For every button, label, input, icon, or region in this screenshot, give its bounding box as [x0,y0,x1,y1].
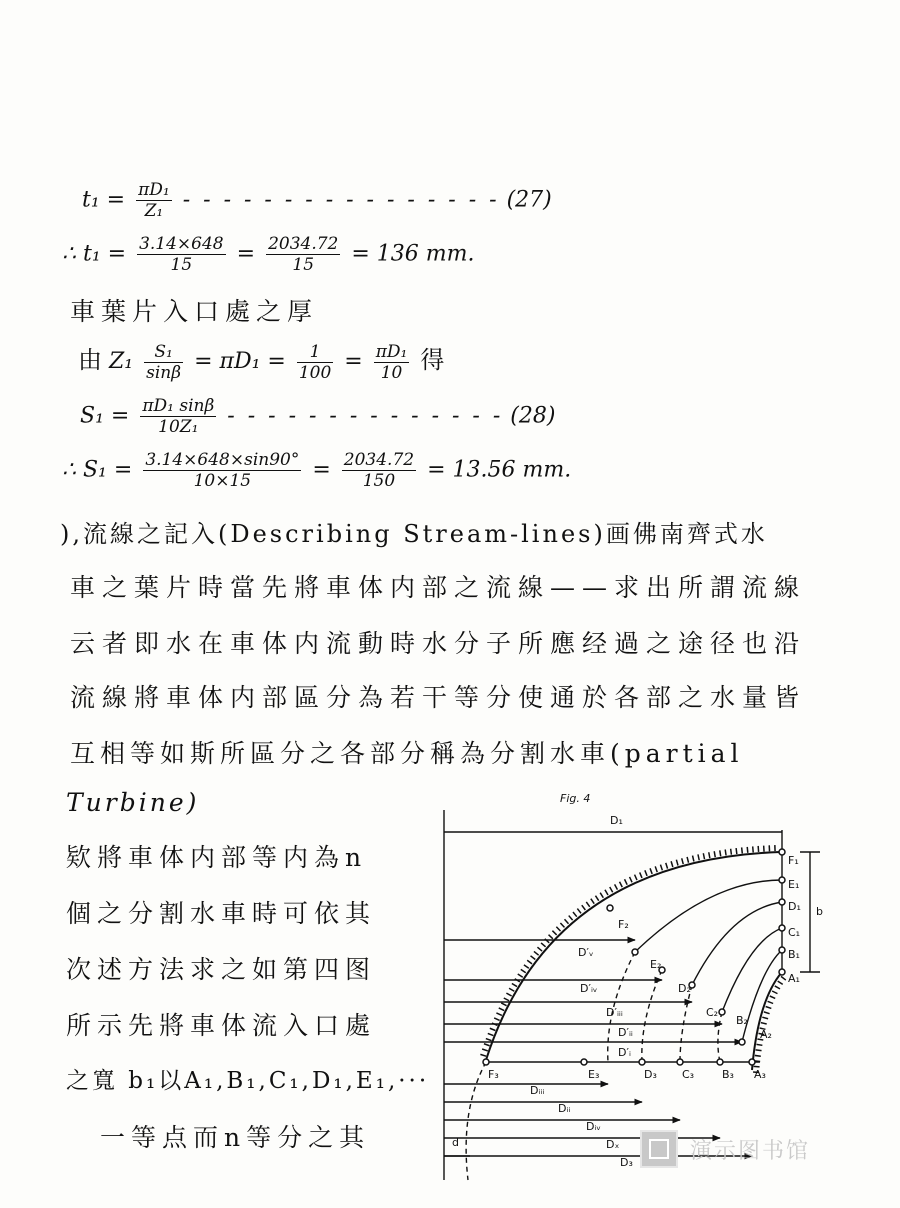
eq-from-num3: πD₁ [375,341,408,362]
eq-from-expr1: Z₁ [109,349,134,374]
label-B2: B₂ [736,1014,748,1027]
label-DIII: Dᵢᵢᵢ [530,1084,545,1097]
streamline-c [722,928,782,1012]
label-F1: F₁ [788,854,799,867]
left-col-line: 個之分割水車時可依其 [66,899,377,928]
para-line: 互相等如斯所區分之各部分稱為分割水車(partial [70,739,744,768]
eq28-fraction [140,396,216,437]
eq-from-num2: 1 [297,342,333,363]
eq-from-prefix: 由 [78,346,102,374]
eq27-numerator: πD₁ [138,180,170,200]
label-D1p: D₁ [788,900,801,913]
label-B1: B₁ [788,948,800,961]
label-B3: B₃ [722,1068,734,1081]
para-line: 云者即水在車体内流動時水分子所應经過之途径也沿 [70,629,807,658]
equation-from [78,340,444,383]
eq-from-mid: = πD₁ = [194,349,286,374]
label-D3b: D₃ [620,1156,633,1169]
fig-caption: Fig. 4 [560,792,591,805]
label-Diii: D′ᵢᵢᵢ [606,1006,623,1019]
label-A2: A₂ [760,1028,772,1041]
label-DIV: Dᵢᵥ [586,1120,602,1133]
label-C3: C₃ [682,1068,695,1081]
calc-s-frac1 [143,450,301,491]
calc-s-lhs: ∴ S₁ = [62,457,133,483]
eq27-lhs: t₁ = [82,187,126,213]
eq28-denominator: 10Z₁ [158,417,199,437]
label-A1: A₁ [788,972,800,985]
eq28-numerator: πD₁ sinβ [142,396,215,416]
left-col-line: 所示先將車体流入口處 [66,1011,377,1040]
eq-from-num: S₁ [144,342,183,363]
calc-t-den2: 15 [292,255,315,275]
label-E3: E₃ [588,1068,600,1081]
left-col-line: 欵將車体内部等内為n [66,843,368,872]
label-C2: C₂ [706,1006,719,1019]
label-D3: D₃ [644,1068,657,1081]
eq-from-frac1 [144,342,183,383]
para-line: Turbine) [66,788,200,817]
label-C1: C₁ [788,926,801,939]
dashed-outer [466,1062,486,1180]
label-Div: D′ᵢᵥ [580,982,598,995]
watermark-logo [640,1128,815,1172]
calc-s [62,450,571,491]
calc-t-den1: 15 [170,255,193,275]
calc-t-frac1 [137,234,226,275]
para-line: 車之葉片時當先將車体内部之流線——求出所謂流線 [70,573,807,602]
label-Di: D′ᵢ [618,1046,631,1059]
left-col-line: 之寬 b₁以A₁,B₁,C₁,D₁,E₁,··· [66,1068,430,1094]
calc-s-den2: 150 [362,471,396,491]
calc-s-eq: = [312,457,331,483]
eq-from-suffix: 得 [420,346,445,374]
calc-s-num2: 2034.72 [343,450,415,470]
equation-27 [82,180,552,221]
calc-s-num1: 3.14×648×sin90° [145,450,300,470]
eq-from-frac2 [297,342,333,383]
left-col-line: 次述方法求之如第四图 [66,955,377,984]
eq-from-eq: = [344,349,363,374]
calc-t [62,234,475,275]
label-F3: F₃ [488,1068,499,1081]
streamline-e [635,880,782,952]
equation-28 [80,396,555,437]
label-D1: D₁ [610,814,623,827]
label-b: b [816,905,823,918]
calc-t-num2: 2034.72 [268,234,339,254]
eq-from-den: sinβ [146,362,182,383]
calc-t-frac2 [266,234,340,275]
watermark-text: 演示图书馆 [690,1139,811,1164]
outer-hatching [483,848,777,1056]
calc-s-result: = 13.56 mm. [427,457,572,483]
eq28-dashes: - - - - - - - - - - - - - - [227,403,504,429]
label-A3: A₃ [754,1068,766,1081]
eq-from-den2: 100 [298,362,332,383]
label-d: d [452,1136,459,1149]
label-F2: F₂ [618,918,629,931]
dashed-d [642,970,662,1062]
eq28-lhs: S₁ = [80,403,130,429]
label-Dii: D′ᵢᵢ [618,1026,633,1039]
label-D2: D₂ [678,982,691,995]
eq-from-frac3 [374,342,410,383]
para-line: ),流線之記入(Describing Stream-lines)画佛南齊式水 [60,520,768,548]
eq-from-den3: 10 [380,362,403,383]
streamline-d [692,902,782,985]
label-DX: Dₓ [606,1138,620,1151]
calc-s-den1: 10×15 [193,471,252,491]
calc-t-lhs: ∴ t₁ = [62,241,127,267]
dashed-b [718,1012,722,1062]
para-line: 流線將車体内部區分為若干等分使通於各部之水量皆 [70,683,807,712]
label-Dv: D′ᵥ [578,946,594,959]
left-col-line: 一等点而n等分之其 [100,1123,371,1152]
seal-icon [640,1130,678,1168]
eq27-dashes: - - - - - - - - - - - - - - - - [182,187,500,213]
label-E1: E₁ [788,878,800,891]
calc-t-num1: 3.14×648 [139,234,224,254]
calc-s-frac2 [342,450,416,491]
label-DII: Dᵢᵢ [558,1102,571,1115]
eq27-fraction [136,180,172,221]
eq27-denominator: Z₁ [144,201,164,221]
heading-thickness: 車葉片入口處之厚 [70,297,319,326]
eq27-tag: (27) [506,187,552,213]
label-E2: E₂ [650,958,662,971]
calc-t-result: = 136 mm. [351,241,475,267]
calc-t-eq: = [236,241,256,267]
eq28-tag: (28) [510,403,556,429]
